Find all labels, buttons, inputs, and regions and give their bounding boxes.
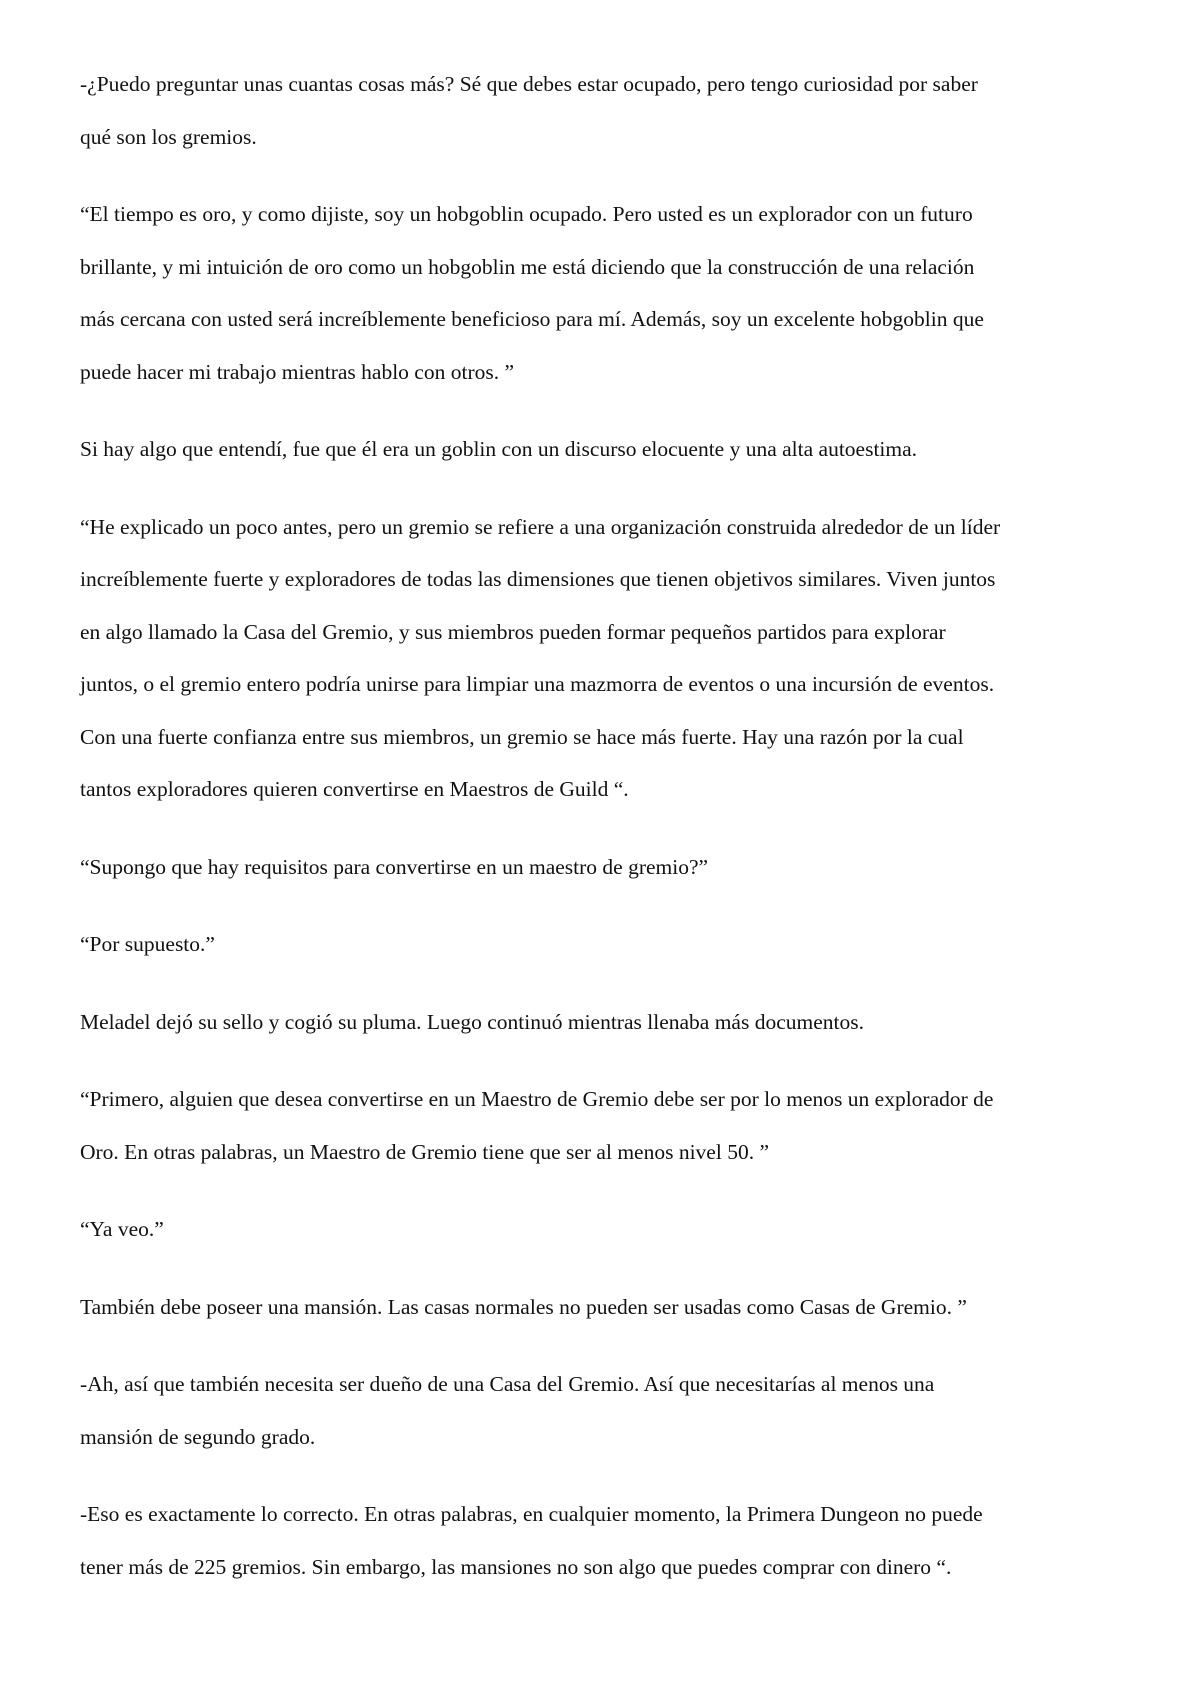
- text-line: “Supongo que hay requisitos para convertirse en un maestro de gremio?”: [80, 854, 709, 879]
- text-line: Si hay algo que entendí, fue que él era un goblin con un discurso elocuente y una alta autoestima.: [80, 437, 918, 461]
- text-line: “Ya veo.”: [80, 1217, 164, 1241]
- paragraph: [80, 423, 1120, 476]
- text-line: en algo llamado la Casa del Gremio, y sus miembros pueden formar pequeños partidos para explorar: [80, 619, 946, 644]
- paragraph: [80, 918, 1120, 971]
- text-line: -Ah, así que también necesita ser dueño de una Casa del Gremio. Así que necesitarías al menos una: [80, 1372, 935, 1396]
- paragraph: [80, 1203, 1120, 1256]
- text-line: puede hacer mi trabajo mientras hablo con otros. ”: [80, 359, 515, 384]
- text-line: Con una fuerte confianza entre sus miembros, un gremio se hace más fuerte. Hay una razón por la cual: [80, 724, 964, 749]
- paragraph: [80, 1358, 1120, 1463]
- document-body: [80, 58, 1120, 1618]
- paragraph: [80, 58, 1120, 163]
- paragraph: [80, 1488, 1120, 1593]
- paragraph: [80, 188, 1120, 398]
- paragraph: [80, 1073, 1120, 1178]
- text-line: -¿Puedo preguntar unas cuantas cosas más? Sé que debes estar ocupado, pero tengo curiosidad por saber: [80, 72, 978, 96]
- paragraph: [80, 501, 1120, 816]
- text-line: brillante, y mi intuición de oro como un hobgoblin me está diciendo que la construcción de una relación: [80, 254, 975, 279]
- paragraph: [80, 996, 1120, 1049]
- text-line: “El tiempo es oro, y como dijiste, soy un hobgoblin ocupado. Pero usted es un explorador con un futuro: [80, 202, 973, 226]
- text-line: “Primero, alguien que desea convertirse en un Maestro de Gremio debe ser por lo menos un explorador de: [80, 1087, 994, 1111]
- text-line: juntos, o el gremio entero podría unirse para limpiar una mazmorra de eventos o una incursión de eventos.: [80, 672, 995, 696]
- text-line: mansión de segundo grado.: [80, 1424, 316, 1449]
- text-line: Oro. En otras palabras, un Maestro de Gremio tiene que ser al menos nivel 50. ”: [80, 1139, 769, 1164]
- text-line: tener más de 225 gremios. Sin embargo, las mansiones no son algo que puedes comprar con dinero “.: [80, 1554, 952, 1579]
- paragraph: [80, 841, 1120, 894]
- text-line: “He explicado un poco antes, pero un gremio se refiere a una organización construida alrededor de un líder: [80, 514, 1001, 539]
- text-line: qué son los gremios.: [80, 124, 257, 149]
- text-line: -Eso es exactamente lo correcto. En otras palabras, en cualquier momento, la Primera Dungeon no puede: [80, 1502, 983, 1526]
- text-line: increíblemente fuerte y exploradores de todas las dimensiones que tienen objetivos similares. Viven juntos: [80, 567, 996, 591]
- text-line: tantos exploradores quieren convertirse en Maestros de Guild “.: [80, 777, 629, 801]
- text-line: más cercana con usted será increíblemente beneficioso para mí. Además, soy un excelente hobgoblin que: [80, 307, 984, 331]
- text-line: Meladel dejó su sello y cogió su pluma. Luego continuó mientras llenaba más documentos.: [80, 1009, 864, 1034]
- text-line: También debe poseer una mansión. Las casas normales no pueden ser usadas como Casas de Gremio. ”: [80, 1294, 967, 1319]
- paragraph: [80, 1281, 1120, 1334]
- text-line: “Por supuesto.”: [80, 932, 215, 956]
